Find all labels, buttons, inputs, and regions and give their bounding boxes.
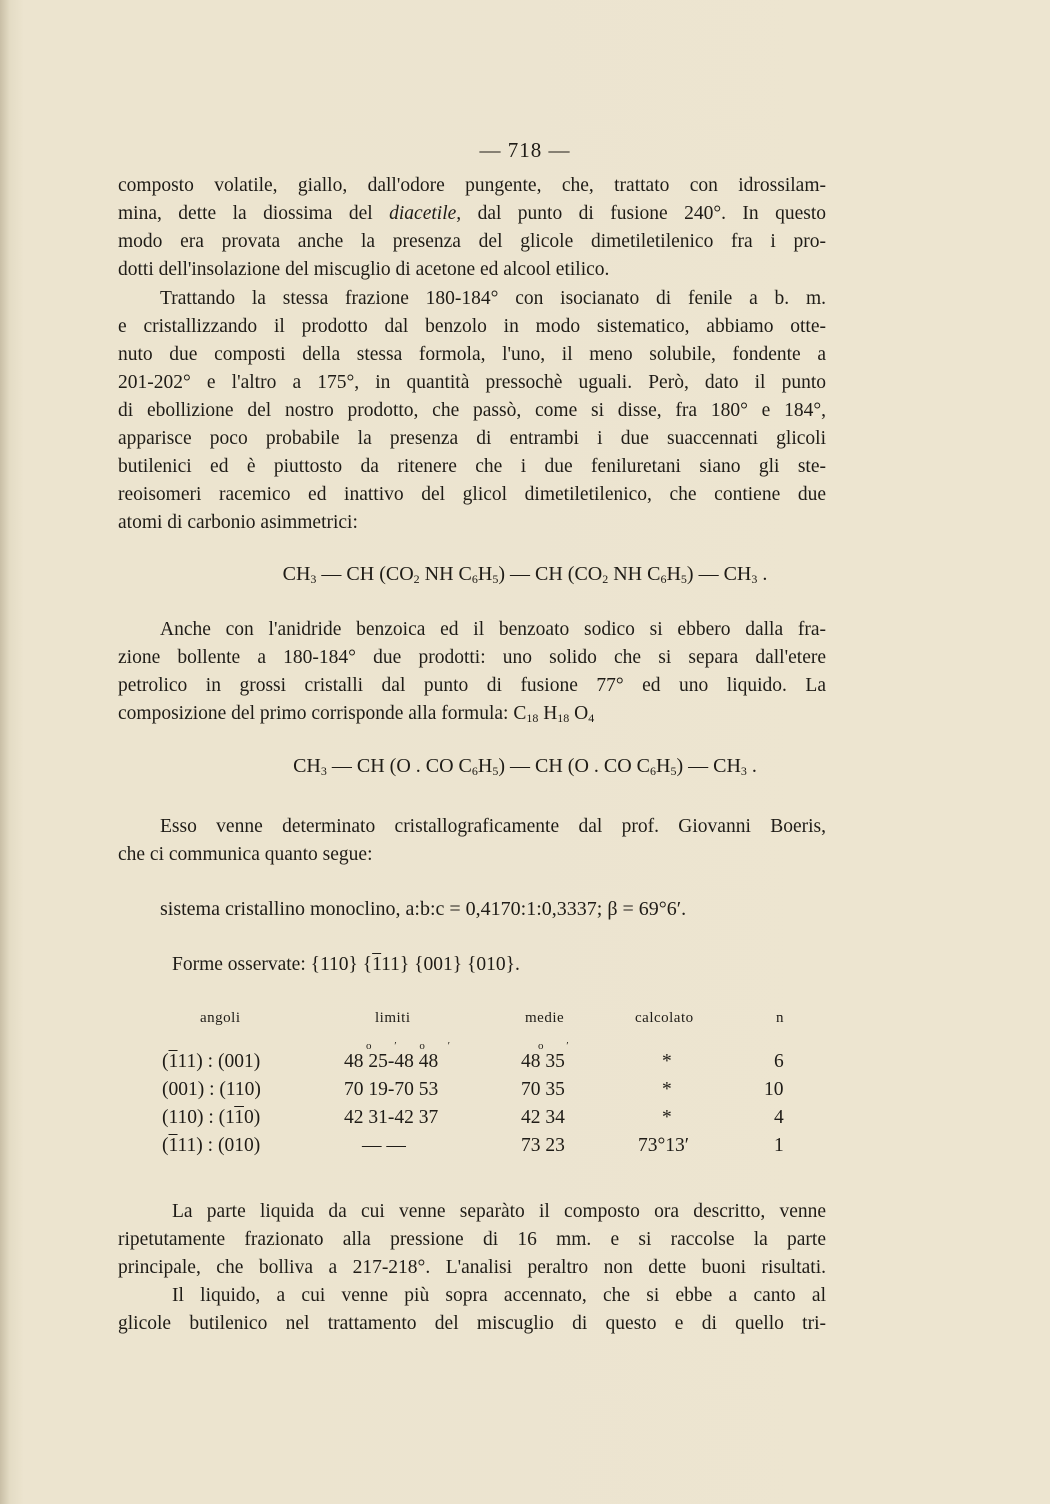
- table-cell-medie: 73 23: [521, 1135, 565, 1156]
- text-line: zione bollente a 180-184° due prodotti: uno solido che si separa dall'etere: [118, 647, 826, 668]
- text-fragment: dette la diossima del: [178, 203, 373, 224]
- table-cell-medie: 70 35: [521, 1079, 565, 1100]
- table-row-angle: (001) : (110): [162, 1079, 261, 1100]
- text-fragment: composizione del primo corrisponde alla formula:: [118, 703, 509, 724]
- table-cell-limiti: 48 25-48 48: [344, 1051, 439, 1072]
- table-cell-medie: 42 34: [521, 1107, 565, 1128]
- table-cell-n: 4: [774, 1107, 784, 1128]
- table-row-angle: (111) : (001): [162, 1051, 261, 1072]
- table-cell-calcolato: *: [662, 1079, 672, 1100]
- degree-minute-marks: o ʹ o ʹ: [366, 1040, 461, 1052]
- text-line: di ebollizione del nostro prodotto, che passò, come si disse, fra 180° e 184°,: [118, 400, 826, 421]
- chemical-formula: $CH_3$ — CH (O . CO $C_6H_5$) — CH (O . CO $C_6H_5$) — $CH_3$ .: [293, 755, 757, 778]
- text-line: reoisomeri racemico ed inattivo del glicol dimetiletilenico, che contiene due: [118, 484, 826, 505]
- table-cell-n: 1: [774, 1135, 784, 1156]
- text-line: [118, 200, 826, 228]
- table-cell-medie: 48 35: [521, 1051, 565, 1072]
- text-fragment: mina,: [118, 203, 162, 224]
- column-header: medie: [525, 1010, 565, 1026]
- table-cell-calcolato: 73°13′: [638, 1135, 690, 1156]
- table-row-angle: (111) : (010): [162, 1135, 261, 1156]
- observed-forms: Forme osservate: {110} {111} {001} {010}.: [172, 954, 520, 975]
- text-line: che ci communica quanto segue:: [118, 844, 373, 865]
- text-line: ripetutamente frazionato alla pressione di 16 mm. e si raccolse la parte: [118, 1229, 826, 1250]
- text-line: dotti dell'insolazione del miscuglio di acetone ed alcool etilico.: [118, 259, 610, 280]
- text-line: petrolico in grossi cristalli dal punto di fusione 77° ed uno liquido. La: [118, 675, 826, 696]
- text-line: principale, che bolliva a 217-218°. L'analisi peraltro non dette buoni risultati.: [118, 1257, 826, 1278]
- text-line: modo era provata anche la presenza del glicole dimetiletilenico fra i pro-: [118, 231, 826, 252]
- table-cell-limiti: 70 19-70 53: [344, 1079, 439, 1100]
- column-header: n: [776, 1010, 784, 1026]
- chemical-formula: $CH_3$ — CH ($CO_2$ NH $C_6H_5$) — CH ($CO_2$ NH $C_6H_5$) — $CH_3$ .: [282, 563, 768, 586]
- text-line: Il liquido, a cui venne più sopra accennato, che si ebbe a canto al: [172, 1285, 826, 1306]
- text-line: Trattando la stessa frazione 180-184° con isocianato di fenile a b. m.: [160, 288, 826, 309]
- table-cell-n: 10: [764, 1079, 784, 1100]
- degree-minute-marks: o ʹ: [538, 1040, 579, 1052]
- column-header: calcolato: [635, 1010, 694, 1026]
- text-line: composto volatile, giallo, dall'odore pungente, che, trattato con idrossilam-: [118, 175, 826, 196]
- text-line: apparisce poco probabile la presenza di entrambi i due suaccennati glicoli: [118, 428, 826, 449]
- table-cell-calcolato: *: [662, 1051, 672, 1072]
- text-line: e cristallizzando il prodotto dal benzolo in modo sistematico, abbiamo otte-: [118, 316, 826, 337]
- column-header: limiti: [375, 1010, 411, 1026]
- table-cell-n: 6: [774, 1051, 784, 1072]
- text-line: [118, 700, 826, 732]
- table-cell-limiti: 42 31-42 37: [344, 1107, 439, 1128]
- text-line: atomi di carbonio asimmetrici:: [118, 512, 358, 533]
- text-line: Anche con l'anidride benzoica ed il benzoato sodico si ebbero dalla fra-: [160, 619, 826, 640]
- crystal-system: sistema cristallino monoclino, a:b:c = 0,4170:1:0,3337; β = 69°6′.: [160, 898, 687, 920]
- table-cell-calcolato: *: [662, 1107, 672, 1128]
- page-number: — 718 —: [479, 138, 571, 162]
- text-line: nuto due composti della stessa formola, l'uno, il meno solubile, fondente a: [118, 344, 826, 365]
- text-line: Esso venne determinato cristallograficamente dal prof. Giovanni Boeris,: [160, 816, 826, 837]
- table-row-angle: (110) : (110): [162, 1107, 261, 1128]
- text-line: glicole butilenico nel trattamento del miscuglio di questo e di quello tri-: [118, 1313, 826, 1334]
- text-fragment: dal punto di fusione 240°. In questo: [477, 203, 826, 224]
- italic-term: diacetile,: [389, 203, 462, 224]
- text-line: 201-202° e l'altro a 175°, in quantità pressochè uguali. Però, dato il punto: [118, 372, 826, 393]
- text-line: butilenici ed è piuttosto da ritenere che i due feniluretani siano gli ste-: [118, 456, 826, 477]
- table-cell-limiti: — —: [362, 1135, 406, 1156]
- text-line: La parte liquida da cui venne separàto il composto ora descritto, venne: [172, 1201, 826, 1222]
- inline-formula: $C_{18}$ $H_{18}$ $O_4$: [513, 703, 595, 725]
- column-header: angoli: [200, 1010, 241, 1026]
